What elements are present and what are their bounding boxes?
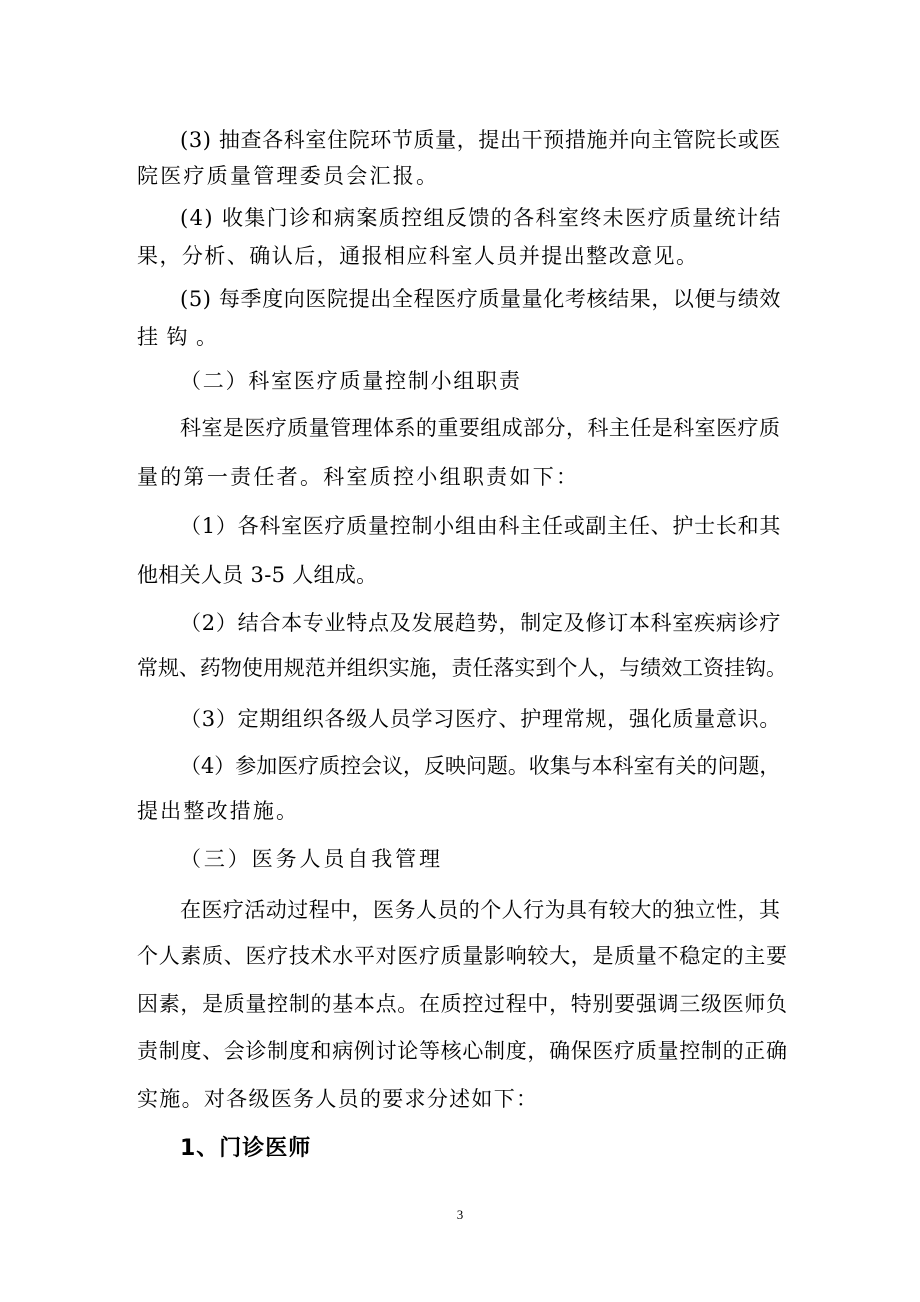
text-line: 实施。对各级医务人员的要求分述如下： <box>137 1087 539 1111</box>
section-heading: （二）科室医疗质量控制小组职责 <box>180 369 522 393</box>
text-line: (4) 收集门诊和病案质控组反馈的各科室终未医疗质量统计结 <box>180 206 782 230</box>
text-line: 常规、药物使用规范并组织实施，责任落实到个人，与绩效工资挂钩。 <box>137 656 787 680</box>
text-line: 挂钩。 <box>137 325 226 349</box>
text-line: 在医疗活动过程中，医务人员的个人行为具有较大的独立性，其 <box>180 898 781 922</box>
text-line: (3) 抽查各科室住院环节质量，提出干预措施并向主管院长或医 <box>180 128 782 152</box>
text-line: （1）各科室医疗质量控制小组由科主任或副主任、护士长和其 <box>180 514 782 538</box>
text-line: 果，分析、确认后，通报相应科室人员并提出整改意见。 <box>137 244 699 268</box>
text-line: （2）结合本专业特点及发展趋势，制定及修订本科室疾病诊疗 <box>180 611 782 635</box>
text-line: 提出整改措施。 <box>137 799 300 823</box>
text-line: (5) 每季度向医院提出全程医疗质量量化考核结果，以便与绩效 <box>180 287 782 311</box>
section-heading: （三）医务人员自我管理 <box>180 847 443 871</box>
text-line: （4）参加医疗质控会议，反映问题。收集与本科室有关的问题， <box>180 754 781 778</box>
text-line: （3）定期组织各级人员学习医疗、护理常规，强化质量意识。 <box>180 707 782 731</box>
text-line: 个人素质、医疗技术水平对医疗质量影响较大，是质量不稳定的主要 <box>137 944 788 968</box>
text-line: 院医疗质量管理委员会汇报。 <box>137 164 440 188</box>
text-line: 他相关人员 3-5 人组成。 <box>137 563 378 587</box>
subsection-heading: 1、门诊医师 <box>180 1136 312 1161</box>
text-line: 量的第一责任者。科室质控小组职责如下： <box>137 465 580 489</box>
text-line: 因素，是质量控制的基本点。在质控过程中，特别要强调三级医师负 <box>137 992 788 1016</box>
page-number: 3 <box>456 1207 464 1222</box>
text-line: 科室是医疗质量管理体系的重要组成部分，科主任是科室医疗质 <box>180 416 781 440</box>
text-line: 责制度、会诊制度和病例讨论等核心制度，确保医疗质量控制的正确 <box>137 1039 788 1063</box>
